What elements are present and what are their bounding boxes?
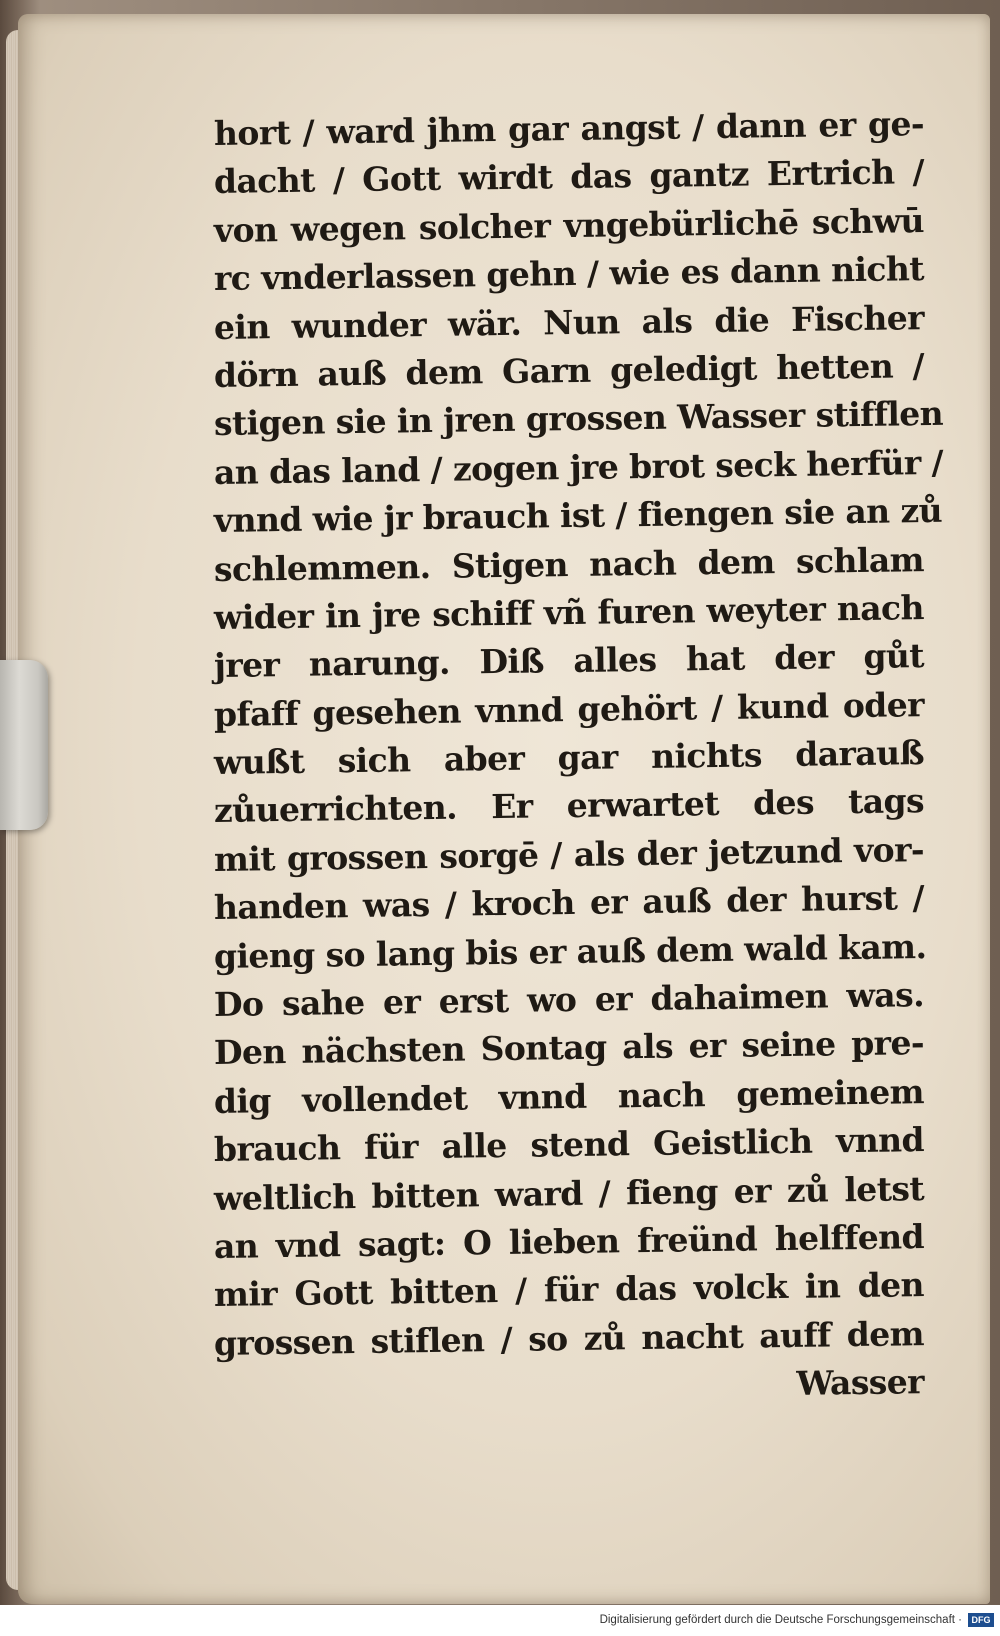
text-line: weltlich bitten ward / fieng er zů letst xyxy=(213,1168,925,1218)
text-line: brauch für alle stend Geistlich vnnd xyxy=(213,1120,925,1170)
page-clip xyxy=(0,660,48,830)
text-line: ein wunder wär. Nun als die Fischer xyxy=(213,297,925,347)
text-line: wußt sich aber gar nichts darauß xyxy=(213,733,925,783)
text-line: an das land / zogen jre brot seck herfür / xyxy=(213,442,944,492)
text-line: hort / ward jhm gar angst / dann er ge- xyxy=(213,104,925,153)
text-line: wider in jre schiff vñ furen weyter nach xyxy=(213,587,925,637)
text-line: grossen stiflen / so zů nacht auff dem xyxy=(213,1313,925,1363)
text-line: rc vnderlassen gehn / wie es dann nicht xyxy=(213,249,925,299)
text-line: schlemmen. Stigen nach dem schlam xyxy=(213,539,925,589)
text-line: dacht / Gott wirdt das gantz Ertrich / xyxy=(213,152,925,202)
text-line: Den nächsten Sontag als er seine pre- xyxy=(213,1023,925,1073)
catchword: Wasser xyxy=(796,1362,925,1404)
text-line: dörn auß dem Garn geledigt hetten / xyxy=(213,346,925,395)
text-line: jrer narung. Diß alles hat der gůt xyxy=(213,636,925,686)
text-line: an vnd sagt: O lieben freünd helffend xyxy=(213,1217,925,1266)
text-line: mir Gott bitten / für das volck in den xyxy=(213,1265,925,1315)
dfg-logo-icon: DFG xyxy=(968,1613,994,1627)
text-line: zůuerrichten. Er erwartet des tags xyxy=(213,781,925,831)
text-line: dig vollendet vnnd nach gemeinem xyxy=(213,1071,925,1121)
text-line: pfaff gesehen vnnd gehört / kund oder xyxy=(213,684,925,734)
funding-credit: Digitalisierung gefördert durch die Deutsche Forschungsgemeinschaft · xyxy=(599,1614,962,1626)
text-line: handen was / kroch er auß der hurst / xyxy=(213,878,925,928)
text-line: stigen sie in jren grossen Wasser stifflen xyxy=(213,394,944,444)
footer-bar xyxy=(0,1605,1000,1636)
text-line: Do sahe er erst wo er dahaimen was. xyxy=(213,975,925,1025)
book-page xyxy=(18,14,990,1604)
text-line: von wegen solcher vngebürlichē schwū xyxy=(213,200,925,250)
text-line: gieng so lang bis er auß dem wald kam. xyxy=(213,926,927,976)
text-line: mit grossen sorgē / als der jetzund vor- xyxy=(213,829,925,879)
text-line: vnnd wie jr brauch ist / fiengen sie an zů xyxy=(213,490,943,541)
text-block xyxy=(213,104,944,1417)
